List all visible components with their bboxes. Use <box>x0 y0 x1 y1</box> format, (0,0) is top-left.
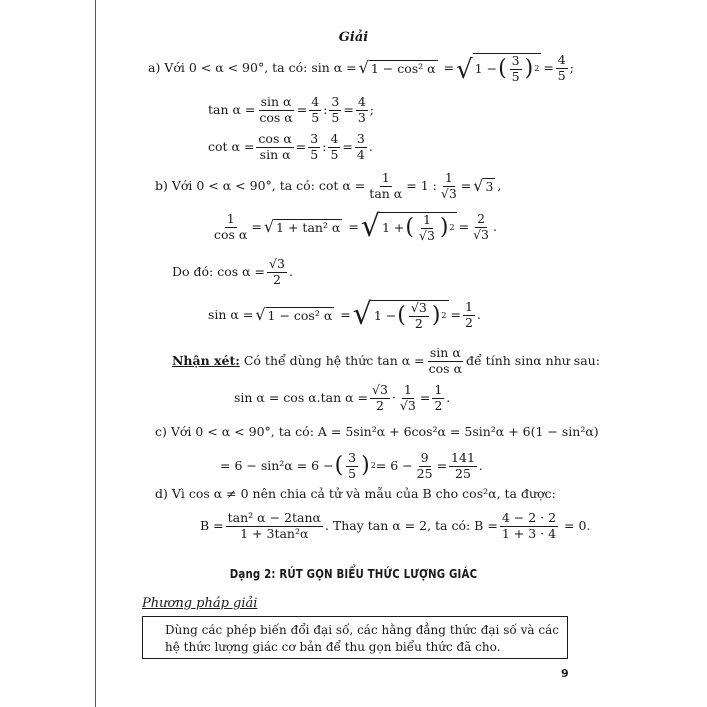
part-b-line-1: b) Với 0 < α < 90°, ta có: cot α = $\frac{1}{\text{tan α}}$ = 1 : $\frac{1}{√3}$ = √ 3 , <box>155 170 502 201</box>
method-box <box>142 616 568 659</box>
method-title: Phương pháp giải <box>142 596 258 611</box>
part-d-line-2: B = $\frac{\text{tan² α − 2tanα}}{\text{1 + 3tan²α}}$ . Thay tan α = 2, ta có: B = $\frac{4 - 2 \cdot 2}{1 + 3 \cdot 4}$ = 0. <box>200 510 591 541</box>
sin-result-line: sin α = √ 1 − cos² α = √ 1 − ( $\frac{√3}{2}$ ) 2 = $\frac{1}{2}$ . <box>208 297 481 332</box>
part-c-line-1: c) Với 0 < α < 90°, ta có: A = 5sin²α + 6cos²α = 5sin²α + 6(1 − sin²α) <box>155 424 599 439</box>
page-number: 9 <box>561 667 569 680</box>
remark-line-2: sin α = cos α.tan α = $\frac{√3}{2}$ · $\frac{1}{√3}$ = $\frac{1}{2}$ . <box>234 382 451 413</box>
part-a-line-1: a) Với 0 < α < 90°, ta có: sin α = √ 1 − cos² α = √ 1 − ( $\frac{3}{5}$ ) 2 = $\frac{4}{5}$ ; <box>148 52 574 85</box>
section-heading: Dạng 2: RÚT GỌN BIỂU THỨC LƯỢNG GIÁC <box>229 567 478 581</box>
sqrt-expr: √ 1 − cos² α <box>358 58 436 77</box>
cos-result-line: Do đó: cos α = $\frac{√3}{2}$ . <box>172 256 293 287</box>
part-c-line-2: = 6 − sin²α = 6 − ( $\frac{3}{5}$ ) 2 = 6 − $\frac{9}{25}$ = $\frac{141}{25}$ . <box>220 450 483 481</box>
tan-line: tan α = $\frac{\text{sin α}}{\text{cos α}}$ = $\frac{4}{5}$ : $\frac{3}{5}$ = $\frac{4}{3}$ ; <box>208 94 375 125</box>
page-spine-line <box>95 0 96 707</box>
solution-title: Giải <box>338 30 369 45</box>
cot-line: cot α = $\frac{\text{cos α}}{\text{sin α}}$ = $\frac{3}{5}$ : $\frac{4}{5}$ = $\frac{3}{4}$ . <box>208 131 373 162</box>
sqrt-expr: √ 1 − ( $\frac{3}{5}$ ) 2 <box>456 53 540 85</box>
part-d-line-1: d) Vì cos α ≠ 0 nên chia cả tử và mẫu của B cho cos²α, ta được: <box>155 486 556 501</box>
method-text: Dùng các phép biến đổi đại số, các hằng đẳng thức đại số và các hệ thức lượng giác cơ bản để thu gọn biểu thức đã cho. <box>165 623 559 654</box>
part-b-line-2: $\frac{1}{\text{cos α}}$ = √ 1 + tan² α = √ 1 + ( $\frac{1}{√3}$ ) 2 = $\frac{2}{√3}$ . <box>214 209 497 244</box>
fraction: $\frac{4}{5}$ <box>557 52 566 83</box>
part-a-label: a) Với 0 < α < 90°, ta có: sin α = <box>148 59 357 75</box>
remark-label: Nhận xét: <box>172 352 240 368</box>
remark-line-1: Nhận xét: Có thể dùng hệ thức tan α = $\frac{\text{sin α}}{\text{cos α}}$ để tính sinα như sau: <box>172 345 600 376</box>
